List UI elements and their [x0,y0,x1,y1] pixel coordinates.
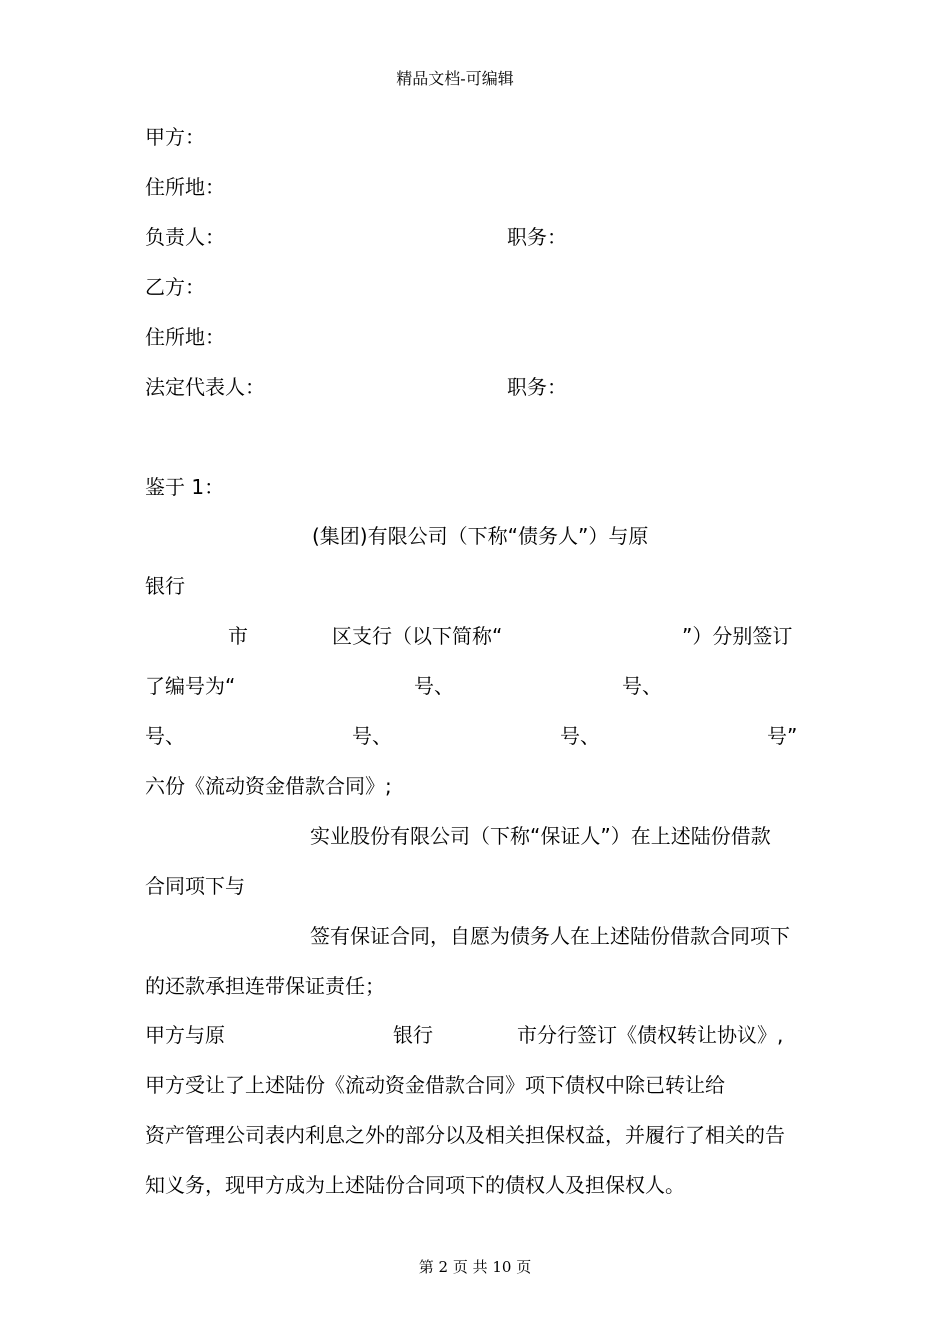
recital-3-line-1-bank: 银行 [393,1023,433,1047]
recital-1-line-4-no-2: 号、 [622,674,662,698]
recital-3-line-4: 知义务，现甲方成为上述陆份合同项下的债权人及担保权人。 [145,1173,685,1197]
recital-2-line-2: 合同项下与 [145,874,245,898]
recital-1-line-6: 六份《流动资金借款合同》; [145,774,392,798]
recital-2-line-3: 签有保证合同，自愿为债务人在上述陆份借款合同项下 [310,924,790,948]
party-b-label: 乙方： [145,275,205,299]
recital-1-line-5-no-5: 号、 [560,724,600,748]
recital-1-line-4-no-1: 号、 [414,674,454,698]
recital-1-line-5-no-6: 号” [767,724,798,748]
party-b-position-label: 职务： [507,375,567,399]
recital-1-line-1: (集团)有限公司（下称“债务人”）与原 [312,524,649,548]
recitals-heading: 鉴于 1： [145,475,225,499]
recital-1-line-5-no-4: 号、 [352,724,392,748]
party-a-principal-label: 负责人： [145,225,225,249]
page-footer: 第 2 页 共 10 页 [418,1258,532,1276]
recital-1-line-5-no-3: 号、 [145,724,185,748]
recital-2-line-1: 实业股份有限公司（下称“保证人”）在上述陆份借款 [310,824,771,848]
recital-1-line-4-numbered: 了编号为“ [145,674,236,698]
recital-3-line-2: 甲方受让了上述陆份《流动资金借款合同》项下债权中除已转让给 [145,1073,725,1097]
party-b-legal-rep-label: 法定代表人： [145,375,265,399]
recital-1-line-3-city: 市 [228,624,248,648]
recital-1-line-3-signed: ”）分别签订 [682,624,793,648]
recital-3-line-1-agreement: 市分行签订《债权转让协议》, [517,1023,784,1047]
page-header: 精品文档-可编辑 [396,69,514,88]
recital-3-line-3: 资产管理公司表内利息之外的部分以及相关担保权益，并履行了相关的告 [145,1123,785,1147]
recital-3-line-1-party: 甲方与原 [145,1023,225,1047]
party-a-label: 甲方： [145,125,205,149]
party-a-address-label: 住所地： [145,175,225,199]
party-a-position-label: 职务： [507,225,567,249]
recital-2-line-4: 的还款承担连带保证责任； [145,974,385,998]
recital-1-line-2: 银行 [145,574,185,598]
recital-1-line-3-branch: 区支行（以下简称“ [332,624,503,648]
party-b-address-label: 住所地： [145,325,225,349]
